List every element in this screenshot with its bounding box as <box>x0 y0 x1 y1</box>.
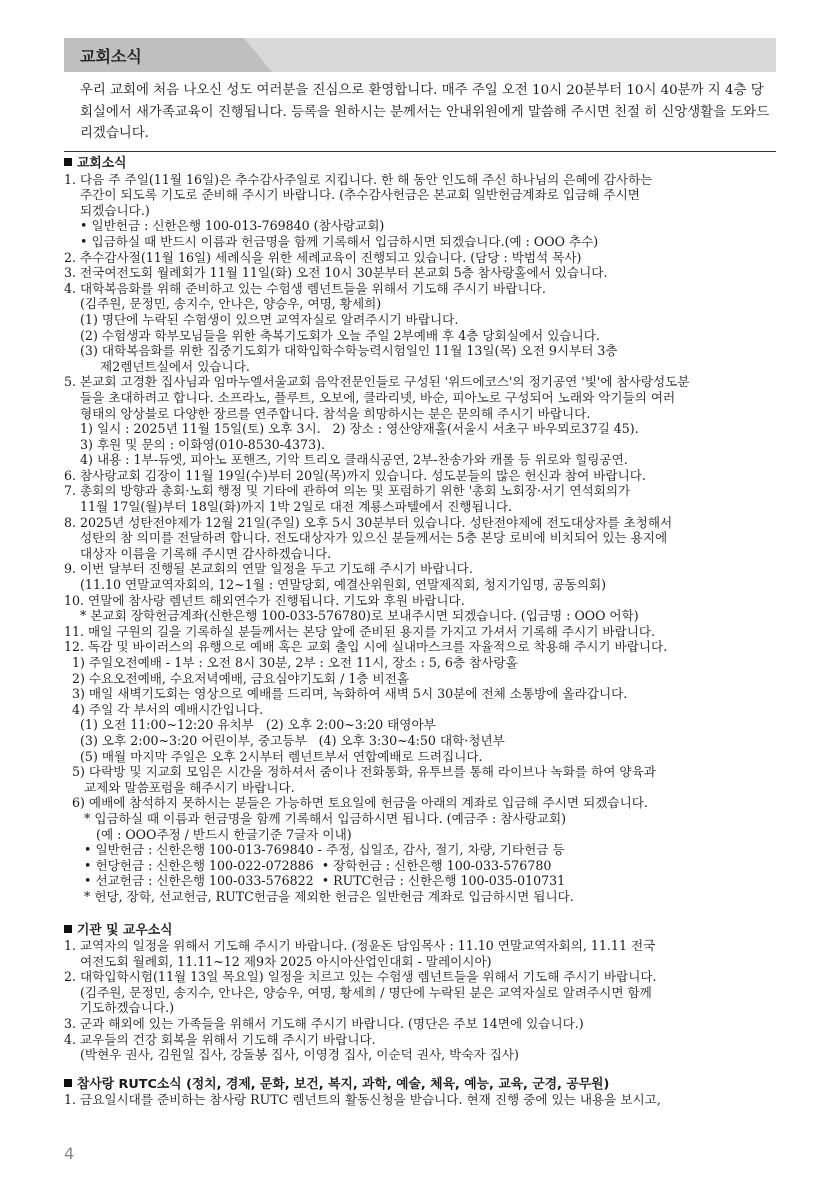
bulletin-line: 11월 17일(월)부터 18일(화)까지 1박 2일로 대전 계룡스파텔에서 진행됩니다. <box>64 499 513 515</box>
bulletin-line: 대상자 이름을 기록해 주시면 감사하겠습니다. <box>64 545 332 561</box>
bulletin-content <box>64 156 784 1108</box>
bulletin-line: 4) 주일 각 부서의 예배시간입니다. <box>64 701 264 717</box>
bulletin-line: • 일반헌금 : 신한은행 100-013-769840 (참사랑교회) <box>64 218 385 234</box>
bulletin-line: 1) 주일오전예배 - 1부 : 오전 8시 30분, 2부 : 오전 11시, 장소 : 5, 6층 참사랑홀 <box>64 655 518 670</box>
bulletin-line: (1) 오전 11:00~12:20 유치부 (2) 오후 2:00~3:20 태영아부 <box>64 717 436 733</box>
page-title: 교회소식 <box>80 47 142 66</box>
bulletin-line: • 일반헌금 : 신한은행 100-013-769840 - 주정, 십일조, 감사, 절기, 차량, 기타헌금 등 <box>64 842 565 858</box>
bulletin-line: 제2렘넌트실에서 있습니다. <box>64 358 250 374</box>
bulletin-line: (예 : OOO주정 / 반드시 한글기준 7글자 이내) <box>64 826 352 842</box>
bulletin-line: 3. 군과 해외에 있는 가족들을 위해서 기도해 주시기 바랍니다. (명단은 주보 14면에 있습니다.) <box>64 1016 584 1032</box>
bulletin-line: (김주원, 문정민, 송지수, 안나은, 양승우, 여명, 황세희 / 명단에 누락된 분은 교역자실로 알려주시면 함께 <box>64 984 652 1000</box>
bulletin-line: 4) 내용 : 1부-듀엣, 피아노 포핸즈, 기악 트리오 클래식공연, 2부-찬송가와 캐롤 등 위로와 힐링공연. <box>64 452 628 468</box>
bulletin-line: • 헌당헌금 : 신한은행 100-022-072886 • 장학헌금 : 신한은행 100-033-576780 <box>64 857 552 873</box>
bulletin-line: 4. 교우들의 건강 회복을 위해서 기도해 주시기 바랍니다. <box>64 1031 376 1047</box>
bulletin-line: 형태의 앙상블로 다양한 장르를 연주합니다. 참석을 희망하시는 분은 문의해 주시기 바랍니다. <box>64 405 591 421</box>
bulletin-line: 1. 다음 주 주일(11월 16일)은 추수감사주일로 지킵니다. 한 해 동안 인도해 주신 하나님의 은혜에 감사하는 <box>64 171 653 187</box>
bulletin-line: (1) 명단에 누락된 수험생이 있으면 교역자실로 알려주시기 바랍니다. <box>64 311 459 327</box>
bulletin-line: 기도하겠습니다.) <box>64 1000 175 1016</box>
bulletin-line: 7. 총회의 방향과 총회·노회 행정 및 기타에 관하여 의논 및 포럼하기 위한 '총회 노회장·서기 연석회의가 <box>64 483 631 499</box>
bulletin-line: 주간이 되도록 기도로 준비해 주시기 바랍니다. (추수감사헌금은 본교회 일반헌금계좌로 입금해 주시면 <box>64 187 640 203</box>
bulletin-line: 들을 초대하려고 합니다. 소프라노, 플루트, 오보에, 클라리넷, 바순, 피아노로 구성되어 노래와 악기들의 여러 <box>64 389 676 405</box>
rutc-news-list <box>64 1092 784 1108</box>
bulletin-line: (3) 오후 2:00~3:20 어린이부, 중고등부 (4) 오후 3:30~4:50 대학·청년부 <box>64 732 505 748</box>
bulletin-line: (김주원, 문정민, 송지수, 안나은, 양승우, 여명, 황세희) <box>64 296 382 312</box>
bulletin-line: 4. 대학복음화를 위해 준비하고 있는 수험생 렘넌트들을 위해서 기도해 주시기 바랍니다. <box>64 280 546 296</box>
bulletin-line: 3) 후원 및 문의 : 이화영(010-8530-4373). <box>64 436 326 452</box>
bulletin-line: • 선교헌금 : 신한은행 100-033-576822 • RUTC헌금 : 신한은행 100-035-010731 <box>64 873 566 889</box>
bulletin-line: 11. 매일 구원의 길을 기록하실 분들께서는 본당 앞에 준비된 용지를 가지고 가셔서 기록해 주시기 바랍니다. <box>64 623 656 639</box>
bullet-square-icon <box>64 925 72 933</box>
bulletin-line: * 본교회 장학헌금계좌(신한은행 100-033-576780)로 보내주시면 되겠습니다. (입금명 : OOO 어학) <box>64 608 639 624</box>
section-heading-rutc-news: 참사랑 RUTC소식 (정치, 경제, 문화, 보건, 복지, 과학, 예술, 체육, 예능, 교육, 군경, 공무원) <box>64 1077 784 1093</box>
bulletin-line: 3) 매일 새벽기도회는 영상으로 예배를 드리며, 녹화하여 새벽 5시 30분에 전체 소통방에 올라갑니다. <box>64 686 628 702</box>
bulletin-line: 되겠습니다.) <box>64 202 150 218</box>
bulletin-line: 5) 다락방 및 지교회 모임은 시간을 정하셔서 줌이나 전화통화, 유투브를 통해 라이브나 녹화를 하여 양육과 <box>64 764 656 780</box>
bulletin-line: • 입금하실 때 반드시 이름과 헌금명을 함께 기록해서 입금하시면 되겠습니다.(예 : OOO 추수) <box>64 233 599 249</box>
bulletin-line: 12. 독감 및 바이러스의 유행으로 예배 혹은 교회 출입 시에 실내마스크를 자율적으로 착용해 주시기 바랍니다. <box>64 639 668 655</box>
bulletin-line: 2. 추수감사절(11월 16일) 세례식을 위한 세례교육이 진행되고 있습니다. (담당 : 박범석 목사) <box>64 249 582 265</box>
bulletin-line: 5. 본교회 고경환 집사님과 임마누엘서울교회 음악전문인들로 구성된 '위드에코스'의 정기공연 '빛'에 참사랑성도분 <box>64 374 690 390</box>
bulletin-line: 10. 연말에 참사랑 렘넌트 해외연수가 진행됩니다. 기도와 후원 바랍니다. <box>64 592 465 608</box>
bulletin-line: (박현우 권사, 김원일 집사, 강돌봉 집사, 이영경 집사, 이순덕 권사, 박숙자 집사) <box>64 1047 519 1063</box>
bulletin-line: (11.10 연말교역자회의, 12~1월 : 연말당회, 예결산위원회, 연말제직회, 청지기임명, 공동의회) <box>64 577 607 593</box>
bulletin-line: 교제와 말씀포럼을 해주시기 바랍니다. <box>64 779 295 795</box>
bullet-square-icon <box>64 1079 72 1087</box>
bulletin-line: * 입금하실 때 이름과 헌금명을 함께 기록해서 입금하시면 됩니다. (예금주 : 참사랑교회) <box>64 810 567 826</box>
bulletin-line: 3. 전국여전도회 월례회가 11월 11일(화) 오전 10시 30분부터 본교회 5층 참사랑홀에서 있습니다. <box>64 265 608 281</box>
bulletin-line: 6) 예배에 참석하지 못하시는 분들은 가능하면 토요일에 헌금을 아래의 계좌로 입금해 주시면 되겠습니다. <box>64 795 648 811</box>
bulletin-line: (5) 매월 마지막 주일은 오후 2시부터 렘넌트부서 연합예배로 드려집니다. <box>64 748 483 764</box>
section-heading-church-news: 교회소식 <box>64 156 784 172</box>
page-number: 4 <box>64 1144 75 1163</box>
member-news-list <box>64 938 784 1063</box>
welcome-message: 우리 교회에 처음 나오신 성도 여러분을 진심으로 환영합니다. 매주 주일 오전 10시 20분부터 10시 40분까 지 4층 당회실에서 새가족교육이 진행됩니다. 등록을 원하시는 분께서는 안내위원에게 말씀해 주시면 친절 히 신앙생활을 도와드리겠습니다. <box>64 76 776 152</box>
bulletin-line: 9. 이번 달부터 진행될 본교회의 연말 일정을 두고 기도해 주시기 바랍니다. <box>64 561 473 577</box>
bulletin-line: 여전도회 월례회, 11.11~12 제9차 2025 아시아산업인대회 - 말레이시아) <box>64 953 492 969</box>
bulletin-line: 1. 금요일시대를 준비하는 참사랑 RUTC 렘넌트의 활동신청을 받습니다. 현재 진행 중에 있는 내용을 보시고, <box>64 1092 661 1108</box>
bulletin-line: 2) 수요오전예배, 수요저녁예배, 금요심야기도회 / 1층 비전홀 <box>64 670 410 686</box>
bulletin-line: (3) 대학복음화를 위한 집중기도회가 대학입학수학능력시험일인 11월 13일(목) 오전 9시부터 3층 <box>64 343 618 359</box>
bulletin-line: (2) 수험생과 학부모님들을 위한 축복기도회가 오늘 주일 2부예배 후 4층 당회실에서 있습니다. <box>64 327 600 343</box>
bulletin-line: 1. 교역자의 일정을 위해서 기도해 주시기 바랍니다. (정윤돈 담임목사 : 11.10 연말교역자회의, 11.11 전국 <box>64 938 656 954</box>
bulletin-line: 8. 2025년 성탄전야제가 12월 21일(주일) 오후 5시 30분부터 있습니다. 성탄전야제에 전도대상자를 초청해서 <box>64 514 673 530</box>
bulletin-line: 성탄의 참 의미를 전달하려 합니다. 전도대상자가 있으신 분들께서는 5층 본당 로비에 비치되어 있는 용지에 <box>64 530 668 546</box>
bulletin-line: * 헌당, 장학, 선교헌금, RUTC헌금을 제외한 헌금은 일반헌금 계좌로 입금하시면 됩니다. <box>64 888 574 904</box>
bulletin-line: 1) 일시 : 2025년 11월 15일(토) 오후 3시. 2) 장소 : 영산양재홀(서울시 서초구 바우뫼로37길 45). <box>64 421 639 437</box>
bullet-square-icon <box>64 158 72 166</box>
church-news-list <box>64 172 784 905</box>
bulletin-line: 6. 참사랑교회 김장이 11월 19일(수)부터 20일(목)까지 있습니다. 성도분들의 많은 헌신과 참여 바랍니다. <box>64 467 646 483</box>
bulletin-line: 2. 대학입학시험(11월 13일 목요일) 일정을 치르고 있는 수험생 렘넌트들을 위해서 기도해 주시기 바랍니다. <box>64 969 657 985</box>
section-heading-member-news: 기관 및 교우소식 <box>64 923 784 939</box>
